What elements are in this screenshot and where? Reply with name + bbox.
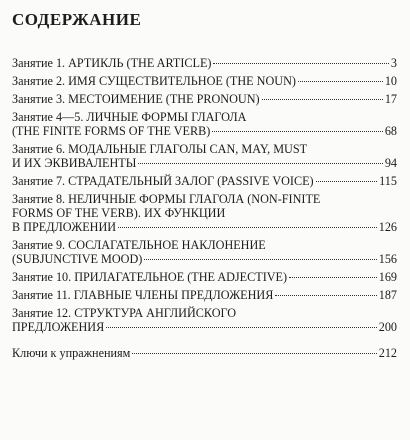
toc-entry-line [12, 156, 397, 170]
toc-page-number: 200 [378, 320, 397, 334]
toc-entry-line [12, 320, 397, 334]
toc-page-number: 10 [384, 74, 397, 88]
toc-page-number: 115 [379, 174, 397, 188]
toc-entry-text: ПРЕДЛОЖЕНИЯ [12, 320, 105, 334]
toc-entry[interactable] [12, 270, 397, 284]
toc-entry-text: Занятие 2. ИМЯ СУЩЕСТВИТЕЛЬНОЕ (THE NOUN) [12, 74, 296, 88]
toc-entry-line [12, 252, 397, 266]
toc-page-number: 126 [378, 220, 397, 234]
page-title: СОДЕРЖАНИЕ [12, 10, 142, 29]
dot-leader [262, 99, 383, 100]
toc-entry[interactable] [12, 74, 397, 88]
toc-entry[interactable] [12, 192, 397, 234]
toc-entry[interactable] [12, 56, 397, 70]
dot-leader [213, 63, 388, 64]
toc-entry-line [12, 288, 397, 302]
dot-leader [144, 259, 376, 260]
toc-page-number: 3 [390, 56, 397, 70]
toc-entry-text: FORMS OF THE VERB). ИХ ФУНКЦИИ [12, 206, 226, 220]
toc-entry-line [12, 346, 397, 360]
toc-entry[interactable] [12, 92, 397, 106]
toc-page-number: 169 [378, 270, 397, 284]
toc-entry-line [12, 110, 397, 124]
toc-entry-line [12, 220, 397, 234]
toc-entry-text: (SUBJUNCTIVE MOOD) [12, 252, 143, 266]
toc-entry[interactable] [12, 142, 397, 170]
toc-entry-line [12, 56, 397, 70]
toc-entry-text: Занятие 12. СТРУКТУРА АНГЛИЙСКОГО [12, 306, 237, 320]
toc-entry-line [12, 192, 397, 206]
toc-entry-text: Занятие 6. МОДАЛЬНЫЕ ГЛАГОЛЫ CAN, MAY, MUST [12, 142, 308, 156]
toc-entry-text: И ИХ ЭКВИВАЛЕНТЫ [12, 156, 137, 170]
toc-entry-line [12, 270, 397, 284]
toc-entry[interactable] [12, 110, 397, 138]
toc-entry-line [12, 142, 397, 156]
toc-entry-line [12, 92, 397, 106]
toc-entry-text: Занятие 8. НЕЛИЧНЫЕ ФОРМЫ ГЛАГОЛА (NON-FINITE [12, 192, 321, 206]
dot-leader [106, 327, 377, 328]
dot-leader [275, 295, 376, 296]
dot-leader [289, 277, 377, 278]
dot-leader [298, 81, 383, 82]
toc-entry-line [12, 206, 397, 220]
toc-entry[interactable] [12, 288, 397, 302]
toc-page-number: 68 [384, 124, 397, 138]
toc-entry-line [12, 74, 397, 88]
toc-entry-text: Занятие 10. ПРИЛАГАТЕЛЬНОЕ (THE ADJECTIVE) [12, 270, 288, 284]
toc-entry-text: Ключи к упражнениям [12, 346, 131, 360]
toc-entry-text: Занятие 1. АРТИКЛЬ (THE ARTICLE) [12, 56, 212, 70]
dot-leader [118, 227, 377, 228]
dot-leader [212, 131, 383, 132]
toc-page-number: 212 [378, 346, 397, 360]
toc-page-number: 156 [378, 252, 397, 266]
toc-entry-line [12, 174, 397, 188]
toc-entry-text: Занятие 11. ГЛАВНЫЕ ЧЛЕНЫ ПРЕДЛОЖЕНИЯ [12, 288, 274, 302]
toc-page-number: 94 [384, 156, 397, 170]
toc-entry[interactable] [12, 238, 397, 266]
toc-entry[interactable] [12, 346, 397, 360]
toc-entry-text: Занятие 7. СТРАДАТЕЛЬНЫЙ ЗАЛОГ (PASSIVE VOICE) [12, 174, 314, 188]
toc-page-number: 187 [378, 288, 397, 302]
toc-entry-text: (THE FINITE FORMS OF THE VERB) [12, 124, 211, 138]
toc-page-number: 17 [384, 92, 397, 106]
toc-entry-text: В ПРЕДЛОЖЕНИИ [12, 220, 117, 234]
toc-entry[interactable] [12, 306, 397, 334]
table-of-contents [12, 56, 397, 364]
toc-entry-text: Занятие 4—5. ЛИЧНЫЕ ФОРМЫ ГЛАГОЛА [12, 110, 247, 124]
toc-entry-line [12, 306, 397, 320]
toc-entry-text: Занятие 3. МЕСТОИМЕНИЕ (THE PRONOUN) [12, 92, 260, 106]
toc-entry-line [12, 124, 397, 138]
toc-entry-line [12, 238, 397, 252]
dot-leader [316, 181, 378, 182]
toc-entry[interactable] [12, 174, 397, 188]
toc-entry-text: Занятие 9. СОСЛАГАТЕЛЬНОЕ НАКЛОНЕНИЕ [12, 238, 266, 252]
dot-leader [138, 163, 382, 164]
dot-leader [132, 353, 376, 354]
